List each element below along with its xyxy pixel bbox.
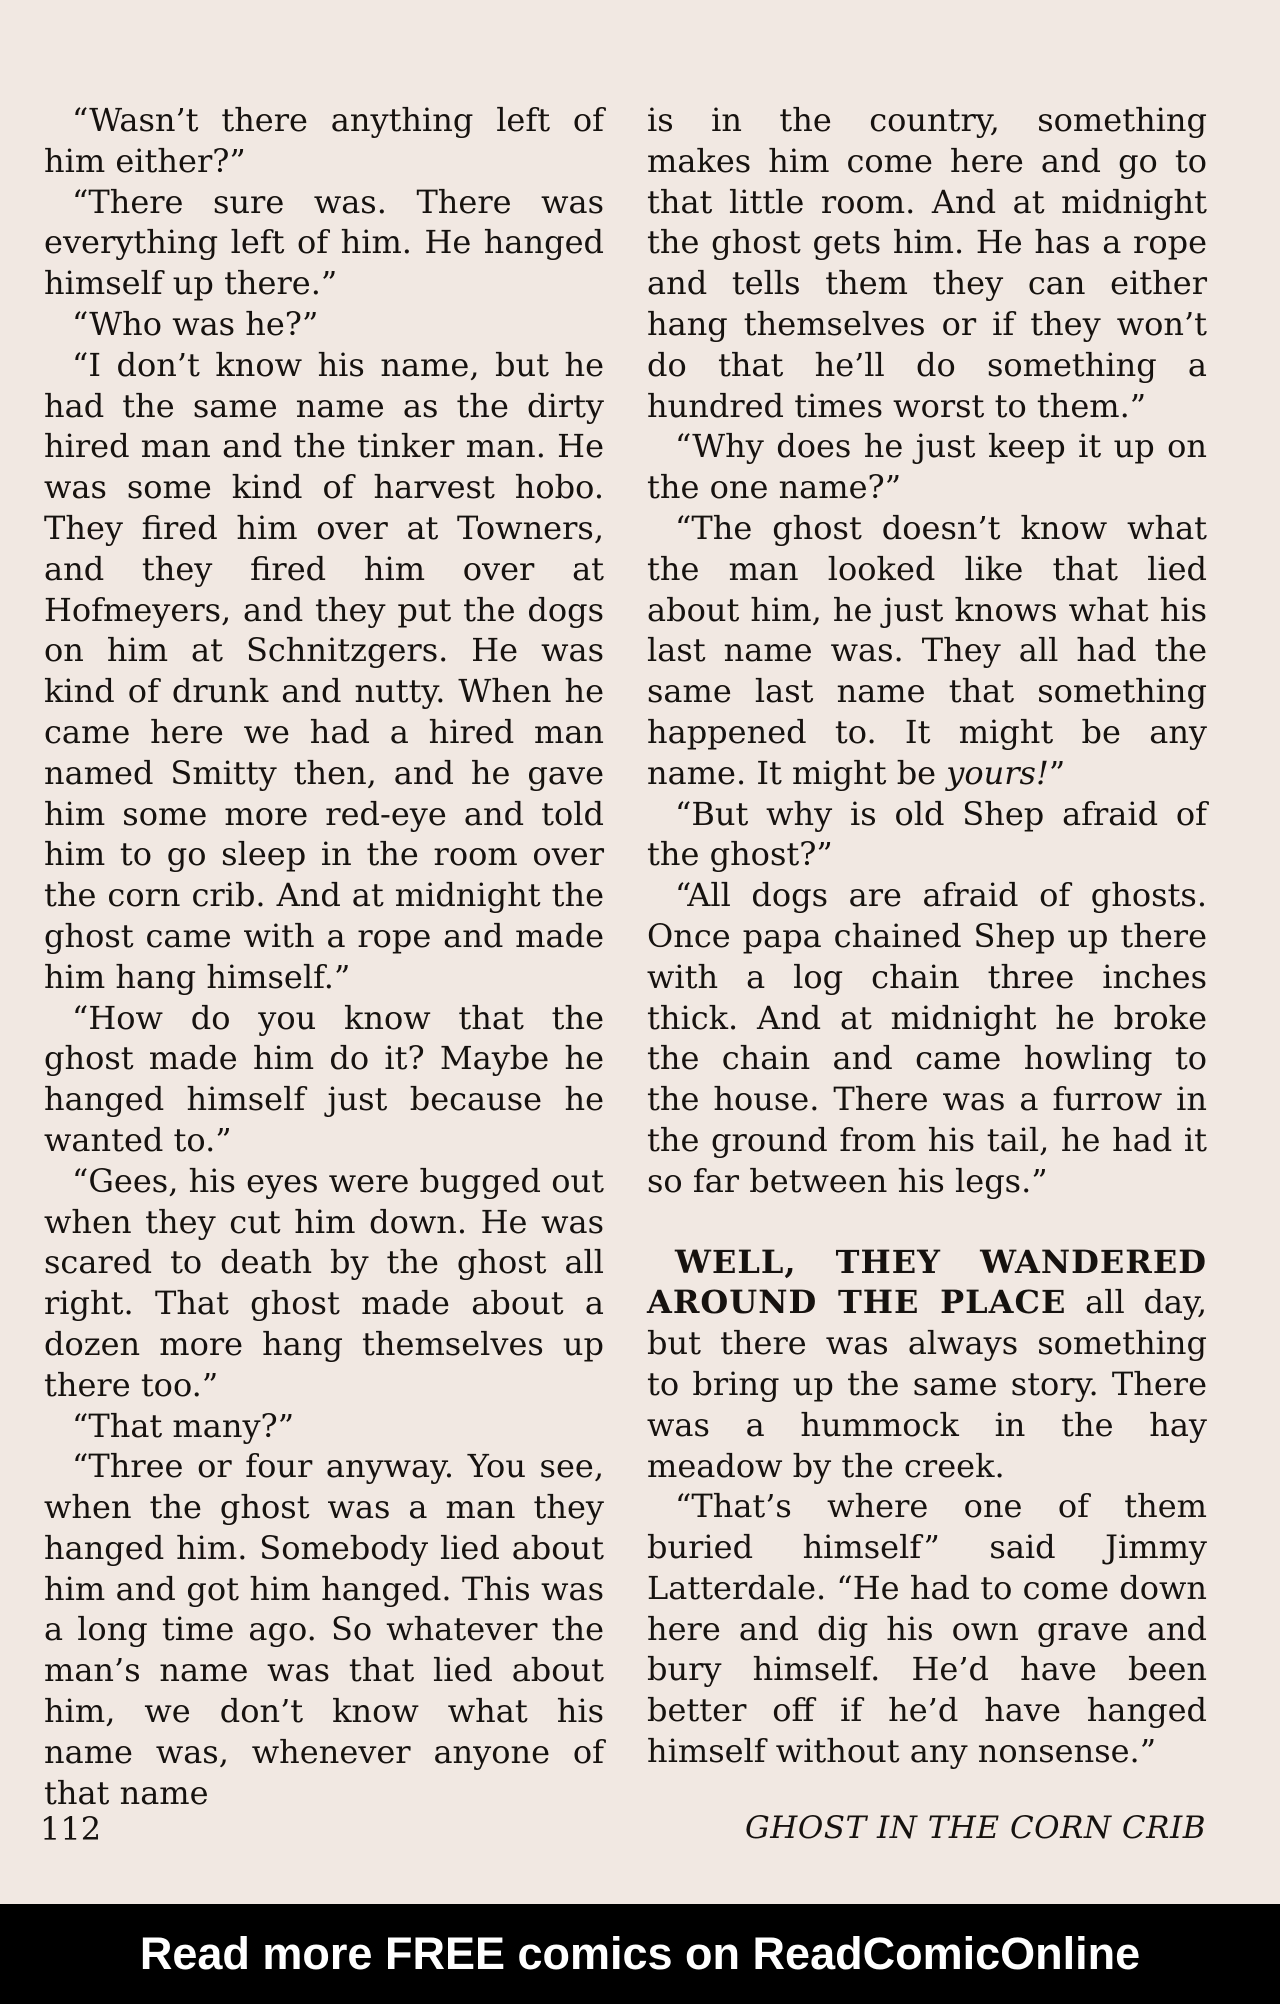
continued-paragraph: is in the country, something makes him come here and go to that little room. And at midnight the ghost gets him. He has a rope and tells them they can either hang themselves or if they won’t do that he’ll do something a hundred times worst to them.” [647,101,1207,425]
paragraph: “Three or four anyway. You see, when the ghost was a man they hanged him. Somebody lied about him and got him hanged. This was a long time ago. So whatever the man’s name was that lied about him, we don’t know what his name was, whenever anyone of that name [44,1447,604,1812]
paragraph [647,508,1207,794]
paragraph: “All dogs are afraid of ghosts. Once papa chained Shep up there with a log chain three inches thick. And at midnight he broke the chain and came howling to the house. There was a furrow in the ground from his tail, he had it so far between his legs.” [647,876,1207,1200]
section-lead-in: WELL, THEY WANDERED AROUND THE PLACE [647,1242,1207,1322]
left-column [44,100,604,1813]
paragraph-text: all day, but there was always something to bring up the same story. There was a hummock in the hay meadow by the creek. [647,1283,1207,1485]
paragraph: “Gees, his eyes were bugged out when they cut him down. He was scared to death by the ghost all right. That ghost made about a dozen more hang themselves up there too.” [44,1161,604,1404]
section-break [647,1202,1207,1242]
paragraph: “Who was he?” [72,304,319,343]
emphasis-text: yours! [946,753,1049,792]
paragraph: “How do you know that the ghost made him do it? Maybe he hanged himself just because he wanted to.” [44,998,604,1159]
paragraph: “There sure was. There was everything left of him. He hanged himself up there.” [44,182,604,303]
section-opening-paragraph [647,1242,1207,1487]
paragraph-text: “The ghost doesn’t know what the man looked like that lied about him, he just knows what his last name was. They all had the same last name that something happened to. It might be any name. It might be [647,508,1207,792]
paragraph: “That’s where one of them buried himself” said Jimmy Latterdale. “He had to come down here and dig his own grave and bury himself. He’d have been better off if he’d have hanged himself without any nonsense.” [647,1487,1207,1771]
paragraph: “Why does he just keep it up on the one name?” [647,427,1207,507]
paragraph: “I don’t know his name, but he had the same name as the dirty hired man and the tinker man. He was some kind of harvest hobo. They fired him over at Towners, and they fired him over at Hofmeyers, and they put the dogs on him at Schnitzgers. He was kind of drunk and nutty. When he came here we had a hired man named Smitty then, and he gave him some more red-eye and told him to go sleep in the room over the corn crib. And at midnight the ghost came with a rope and made him hang himself.” [44,345,604,996]
right-column [647,100,1207,1772]
promo-banner[interactable]: Read more FREE comics on ReadComicOnline [0,1904,1280,2004]
paragraph-text: ” [1048,753,1066,792]
paragraph: “That many?” [72,1406,295,1445]
paragraph: “Wasn’t there anything left of him either?” [44,101,604,180]
page-number: 112 [40,1810,102,1848]
running-title: GHOST IN THE CORN CRIB [745,1810,1206,1846]
paragraph: “But why is old Shep afraid of the ghost?” [647,794,1207,874]
